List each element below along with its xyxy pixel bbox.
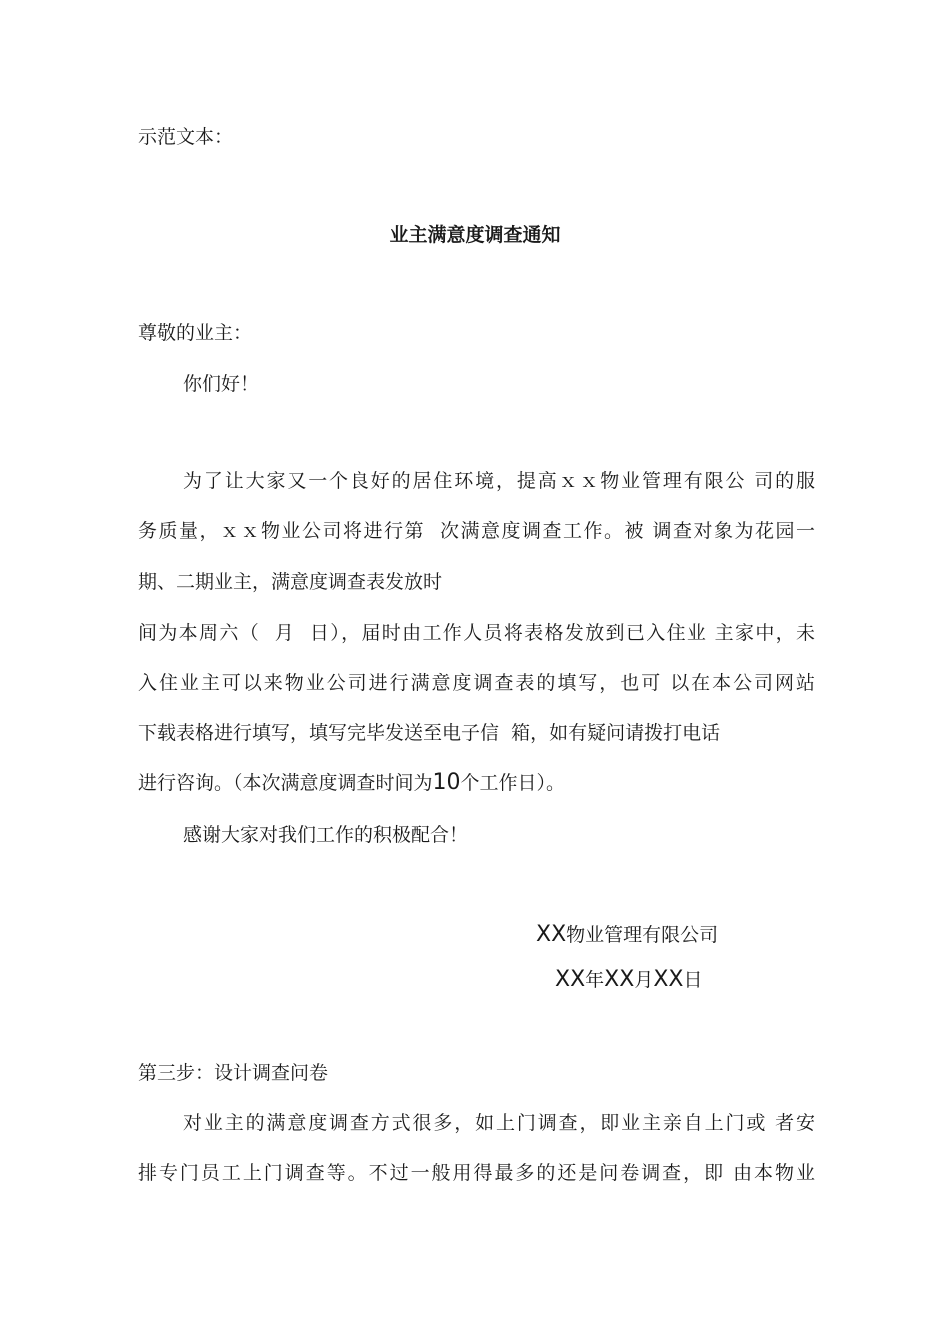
signature-company: [536, 922, 718, 948]
company-prefix: XX: [536, 922, 567, 947]
date-year-value: XX: [555, 967, 586, 992]
greeting: 尊敬的业主：: [138, 322, 253, 344]
company-name: 物业管理有限公司: [566, 924, 719, 946]
signature-date: [555, 967, 703, 993]
last-line-text: 进行咨询。（本次满意度调查时间为: [138, 772, 433, 794]
paragraph-line: 下载表格进行填写，填写完毕发送至电子信 箱，如有疑问请拨打电话: [138, 722, 721, 744]
paragraph-line: 入住业主可以来物业公司进行满意度调查表的填写，也可 以在本公司网站: [138, 672, 815, 694]
paragraph-line: 务质量，ｘｘ物业公司将进行第 次满意度调查工作。被 调查对象为花园一: [138, 520, 815, 542]
paragraph-line: 排专门员工上门调查等。不过一般用得最多的还是问卷调查，即 由本物业: [138, 1162, 815, 1184]
hello-line: 你们好！: [183, 373, 260, 395]
date-day-unit: 日: [683, 969, 703, 991]
step3-heading: 第三步：设计调查问卷: [138, 1062, 329, 1084]
survey-days-number: 10: [432, 770, 461, 795]
date-day-value: XX: [653, 967, 684, 992]
paragraph-line: 期、二期业主，满意度调查表发放时: [138, 571, 443, 593]
notice-title: 业主满意度调查通知: [389, 224, 561, 246]
date-month-value: XX: [604, 967, 635, 992]
paragraph-line: 为了让大家又一个良好的居住环境，提高ｘｘ物业管理有限公 司的服: [183, 470, 815, 492]
last-line-suffix: 个工作日）。: [460, 772, 566, 794]
date-month-unit: 月: [634, 969, 654, 991]
thanks-line: 感谢大家对我们工作的积极配合！: [183, 824, 469, 846]
paragraph-line: 间为本周六（ 月 日），届时由工作人员将表格发放到已入住业 主家中，未: [138, 622, 815, 644]
date-year-unit: 年: [585, 969, 605, 991]
sample-label: 示范文本：: [138, 126, 234, 148]
paragraph-line: 对业主的满意度调查方式很多，如上门调查，即业主亲自上门或 者安: [183, 1112, 815, 1134]
paragraph-last-line: [138, 770, 565, 796]
